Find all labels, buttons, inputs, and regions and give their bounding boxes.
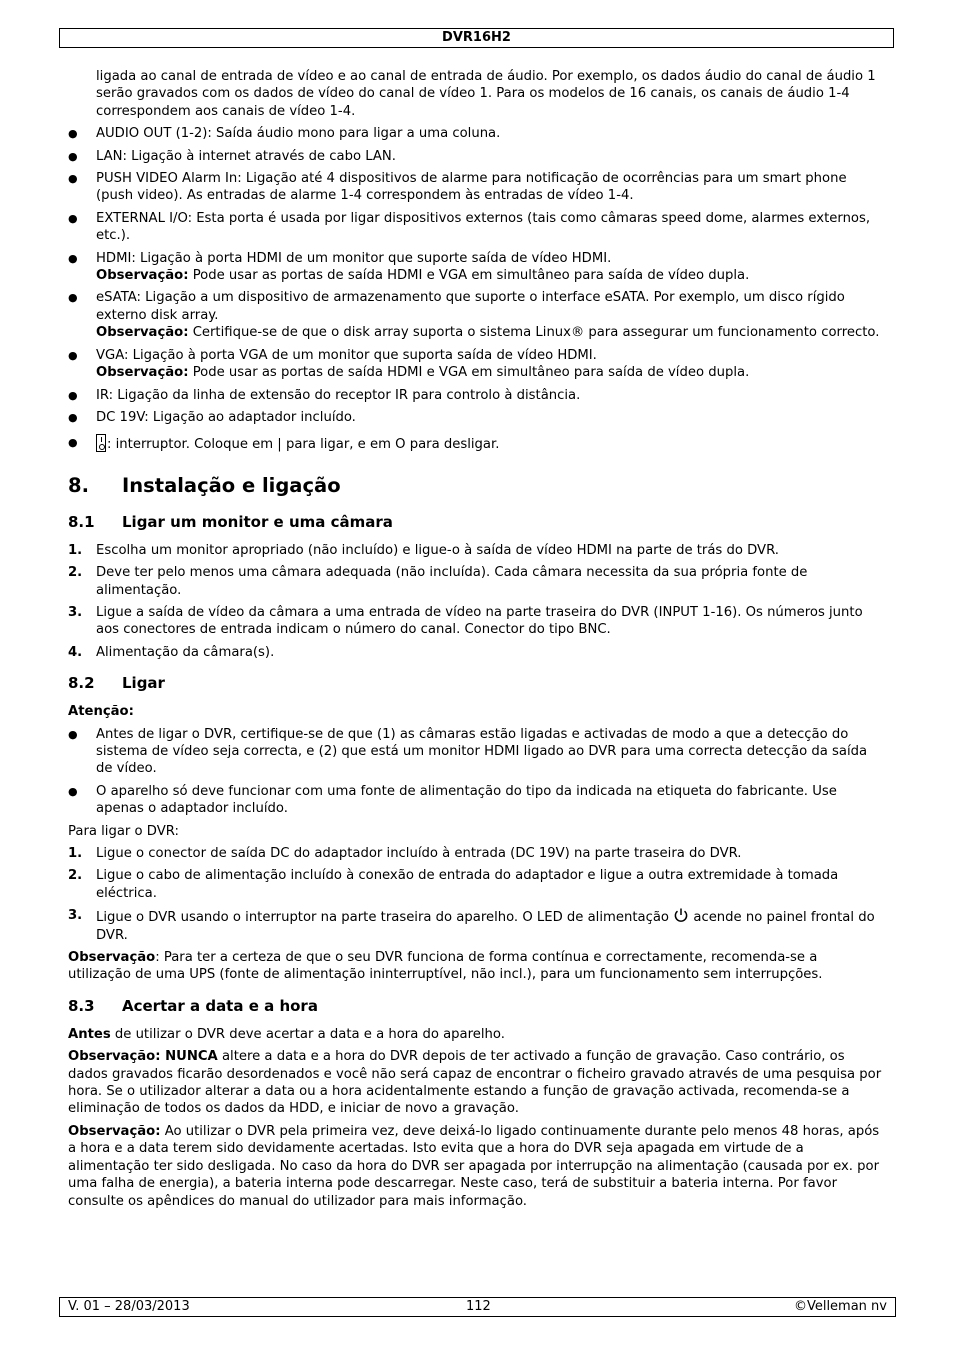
monitor-camera-steps [68,542,883,661]
list-item: ● Antes de ligar o DVR, certifique-se de que (1) as câmaras estão ligadas e activadas de modo a que a detecção do sistema de vídeo seja correcta, e (2) que está um monitor HDMI ligado ao DVR para uma correcta detecção da saída de vídeo. [68,726,868,777]
list-item: ● EXTERNAL I/O: Esta porta é usada por ligar dispositivos externos (tais como câmaras speed dome, alarmes externos, etc.). [68,210,871,244]
note-label: Observação: [96,268,189,284]
page-footer [59,1297,896,1317]
bullet-icon: ● [68,436,78,450]
subsection-heading: 8.2 Ligar [68,674,165,693]
list-item: ● HDMI: Ligação à porta HDMI de um monitor que suporte saída de vídeo HDMI. Observação: Pode usar as portas de saída HDMI e VGA em simultâneo para saída de vídeo dupla. [68,250,750,284]
list-item: 1. Escolha um monitor apropriado (não incluído) e ligue-o à saída de vídeo HDMI na parte de trás do DVR. [68,542,779,558]
power-switch-icon [96,434,106,452]
list-item: ● : interruptor. Coloque em | para ligar, e em O para desligar. [68,436,500,453]
list-item: ● LAN: Ligação à internet através de cabo LAN. [68,148,396,164]
list-item: ● AUDIO OUT (1-2): Saída áudio mono para ligar a uma coluna. [68,126,501,142]
intro-continuation: ligada ao canal de entrada de vídeo e ao canal de entrada de áudio. Por exemplo, os dados áudio do canal de áudio 1 serão gravados com os dados de vídeo do canal de vídeo 1. Para os modelos de 16 canais, os canais de áudio 1-4 correspondem aos canais de vídeo 1-4. [96,69,876,119]
section-heading: 8. Instalação e ligação [68,473,341,497]
note-label: Observação: [96,325,189,341]
list-item: ● PUSH VIDEO Alarm In: Ligação até 4 dispositivos de alarme para notificação de ocorrências para um smart phone (push video). As entradas de alarme 1-4 correspondem às entradas de vídeo 1-4. [68,171,847,204]
bullet-icon: ● [68,149,78,163]
power-on-steps [68,845,883,944]
bullet-icon: ● [68,211,78,225]
power-icon [673,907,689,923]
bullet-icon: ● [68,251,78,265]
connections-list [68,125,883,454]
attention-list [68,726,883,818]
paragraph: Observação: NUNCA altere a data e a hora do DVR depois de ter activado a função de gravação. Caso contrário, os dados gravados ficarão desordenados e você não será capaz de encontrar o ficheiro gravado através de uma pesquisa por hora. Se o utilizador alterar a data ou a hora acidentalmente estando a função de gravação activada, recomenda-se a eliminação de todos os dados da HDD, e iniciar de novo a gravação. [68,1049,882,1117]
paragraph: Antes de utilizar o DVR deve acertar a data e a hora do aparelho. [68,1026,505,1042]
list-item: 1. Ligue o conector de saída DC do adaptador incluído à entrada (DC 19V) na parte traseira do DVR. [68,846,742,861]
list-item: 4. Alimentação da câmara(s). [68,644,275,660]
header-title: DVR16H2 [442,30,511,45]
page-content [68,68,883,1215]
list-item: 3. Ligue a saída de vídeo da câmara a uma entrada de vídeo na parte traseira do DVR (INPUT 1-16). Os números junto aos conectores de entrada indicam o número do canal. Conector do tipo BNC. [68,604,863,638]
list-item: 2. Ligue o cabo de alimentação incluído à conexão de entrada do adaptador e ligue a outra extremidade à tomada eléctrica. [68,868,839,901]
list-item: ● IR: Ligação da linha de extensão do receptor IR para controlo à distância. [68,387,581,403]
bullet-icon: ● [68,348,78,362]
list-item: ● VGA: Ligação à porta VGA de um monitor que suporta saída de vídeo HDMI. Observação: Pode usar as portas de saída HDMI e VGA em simultâneo para saída de vídeo dupla. [68,347,750,381]
bullet-icon: ● [68,291,78,305]
attention-label: Atenção: [68,704,134,720]
bullet-icon: ● [68,127,78,141]
subsection-heading: 8.3 Acertar a data e a hora [68,996,318,1015]
bullet-icon: ● [68,388,78,402]
note-label: Observação: [96,365,189,381]
bullet-icon: ● [68,727,78,741]
paragraph: Observação: Ao utilizar o DVR pela primeira vez, deve deixá-lo ligado continuamente durante pelo menos 48 horas, após a hora e a data terem sido devidamente acertadas. Isto evita que a hora do DVR seja apagada em virtude de a alimentação ter sido desligada. No caso da hora do DVR ser apagada por interrupção na alimentação (causada por ex. por uma falha de energia), a bateria interna pode descarregar. Neste caso, terá de substituir a bateria interna. Por favor consulte os apêndices do manual do utilizador para mais informação. [68,1123,880,1209]
bullet-icon: ● [68,784,78,798]
list-item: 3. Ligue o DVR usando o interruptor na parte traseira do aparelho. O LED de alimentação acende no painel frontal do DVR. [68,908,875,943]
list-item: ● O aparelho só deve funcionar com uma fonte de alimentação do tipo da indicada na etiqueta do fabricante. Use apenas o adaptador incluído. [68,783,837,817]
footer-copyright: ©Velleman nv [793,1299,887,1314]
bullet-icon: ● [68,410,78,424]
lead-text: Para ligar o DVR: [68,823,179,839]
footer-version: V. 01 – 28/03/2013 [68,1299,190,1314]
list-item: 2. Deve ter pelo menos uma câmara adequada (não incluída). Cada câmara necessita da sua própria fonte de alimentação. [68,565,808,598]
list-item: ● DC 19V: Ligação ao adaptador incluído. [68,409,356,425]
power-note: Observação: Para ter a certeza de que o seu DVR funciona de forma contínua e correctamente, recomenda-se a utilização de uma UPS (fonte de alimentação ininterruptível, não incl.), para um funcionamento sem interrupções. [68,950,823,983]
bullet-icon: ● [68,172,78,186]
page-header [59,28,894,48]
page-number: 112 [466,1299,491,1314]
subsection-heading: 8.1 Ligar um monitor e uma câmara [68,512,393,531]
list-item: ● eSATA: Ligação a um dispositivo de armazenamento que suporte o interface eSATA. Por exemplo, um disco rígido externo disk array. Observação: Certifique-se de que o disk array suporta o sistema Linux® para assegurar um funcionamento correcto. [68,290,880,341]
